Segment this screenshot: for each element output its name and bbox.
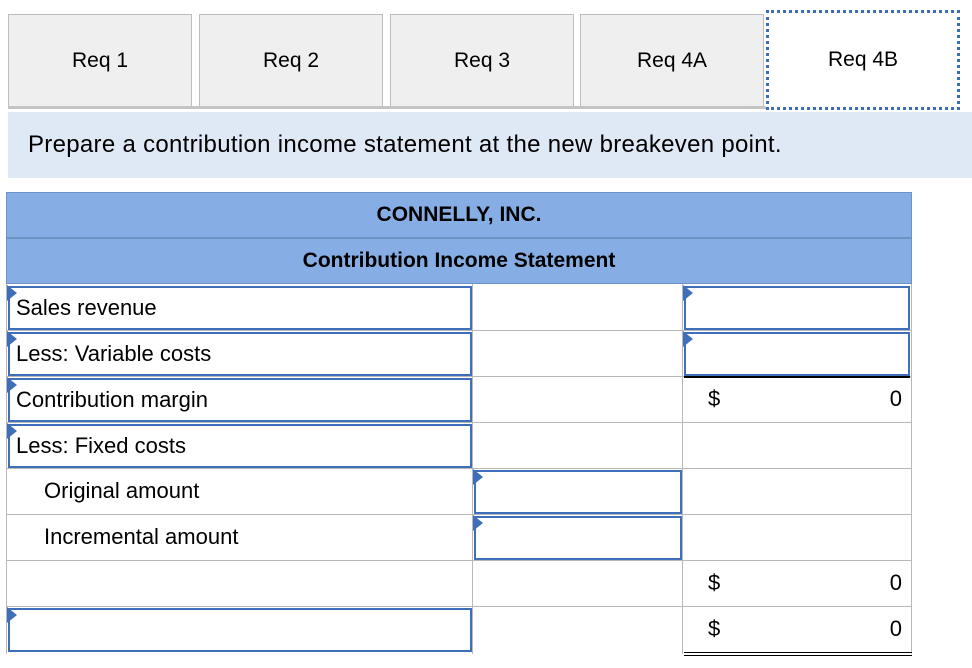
dropdown-marker-icon (7, 607, 17, 623)
grid-line (6, 560, 912, 561)
dropdown-marker-icon (7, 285, 17, 301)
tab-req-4a[interactable] (580, 14, 764, 106)
dropdown-marker-icon (473, 469, 483, 485)
tab-label: Req 4A (636, 48, 708, 72)
double-underline (684, 655, 912, 656)
currency-symbol: $ (708, 616, 721, 641)
sales-revenue-amount-input[interactable] (684, 286, 910, 330)
fixed-costs-label-field[interactable] (8, 424, 472, 468)
variable-costs-label-field[interactable] (8, 332, 472, 376)
currency-symbol: $ (708, 570, 721, 595)
dropdown-marker-icon (683, 285, 693, 301)
currency-symbol: $ (708, 386, 721, 411)
income-statement (6, 192, 912, 641)
incremental-amount-label: Incremental amount (44, 524, 239, 549)
tab-req-1[interactable] (8, 14, 192, 106)
total-fixed-value: 0 (889, 570, 902, 595)
dropdown-marker-icon (7, 331, 17, 347)
final-row-value: 0 (889, 616, 902, 641)
statement-title: Contribution Income Statement (6, 238, 912, 284)
grid-line (911, 284, 912, 654)
dropdown-marker-icon (683, 331, 693, 347)
dropdown-marker-icon (473, 515, 483, 531)
grid-line (6, 330, 912, 331)
original-amount-input[interactable] (474, 470, 682, 514)
tab-req-4b[interactable] (766, 10, 960, 110)
double-underline (684, 652, 912, 653)
fixed-costs-label: Less: Fixed costs (16, 433, 186, 458)
contribution-margin-label: Contribution margin (16, 387, 208, 412)
final-row-label-field[interactable] (8, 608, 472, 652)
original-amount-label: Original amount (44, 478, 200, 503)
sales-revenue-label-field[interactable] (8, 286, 472, 330)
sales-revenue-label: Sales revenue (16, 295, 157, 320)
contribution-margin-value: 0 (889, 386, 902, 411)
tab-label: Req 2 (262, 48, 320, 72)
tab-label: Req 4B (827, 48, 899, 71)
tab-label: Req 3 (453, 48, 511, 72)
tab-divider (8, 106, 766, 109)
dropdown-marker-icon (7, 377, 17, 393)
incremental-amount-input[interactable] (474, 516, 682, 560)
contribution-margin-label-field[interactable] (8, 378, 472, 422)
tab-req-3[interactable] (390, 14, 574, 106)
company-name: CONNELLY, INC. (6, 192, 912, 238)
variable-costs-label: Less: Variable costs (16, 341, 212, 366)
grid-line (6, 606, 912, 607)
grid-line (6, 422, 912, 423)
variable-costs-amount-input[interactable] (684, 332, 910, 376)
dropdown-marker-icon (7, 423, 17, 439)
tab-label: Req 1 (71, 48, 129, 72)
tab-req-2[interactable] (199, 14, 383, 106)
tab-bar (0, 0, 972, 110)
instruction-text: Prepare a contribution income statement at the new breakeven point. (8, 112, 972, 178)
